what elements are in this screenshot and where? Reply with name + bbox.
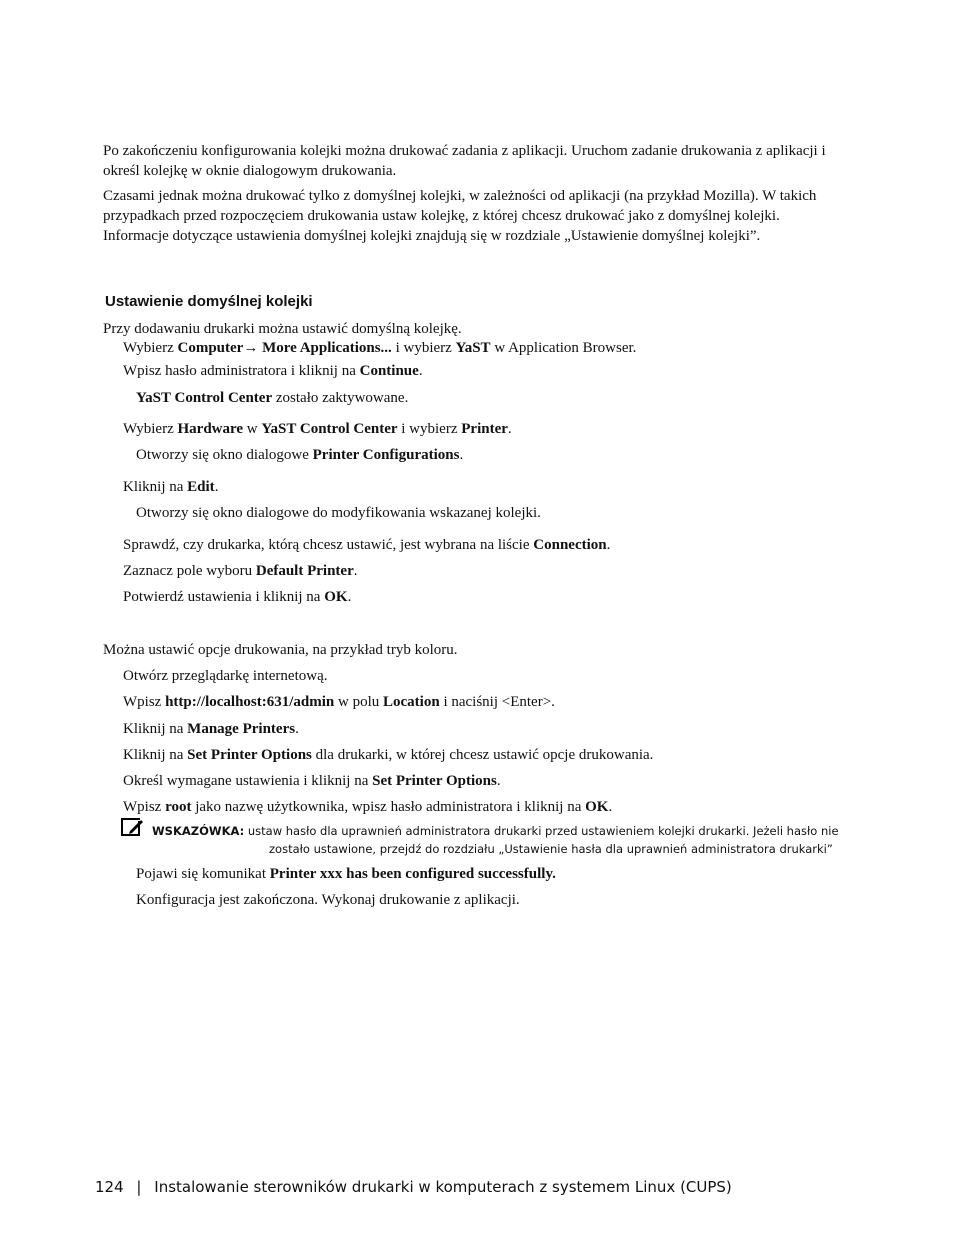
s2-step-4: Kliknij na Set Printer Options dla drukarki, w której chcesz ustawić opcje drukowania. xyxy=(123,747,654,763)
s1-step-5: Sprawdź, czy drukarka, którą chcesz ustawić, jest wybrana na liście Connection. xyxy=(123,537,611,553)
s2-step-5: Określ wymagane ustawienia i kliknij na Set Printer Options. xyxy=(123,773,501,789)
note-pencil-icon xyxy=(121,818,143,836)
s2-step-1: Otwórz przeglądarkę internetową. xyxy=(123,668,328,684)
s1-step-2-result: YaST Control Center zostało zaktywowane. xyxy=(136,390,409,406)
note-label: WSKAZÓWKA: xyxy=(152,824,245,838)
page-number: 124 xyxy=(95,1178,124,1196)
section-heading-default-queue: Ustawienie domyślnej kolejki xyxy=(105,293,313,310)
arrow-right-icon: → xyxy=(243,340,259,356)
s2-step-6: Wpisz root jako nazwę użytkownika, wpisz hasło administratora i kliknij na OK. xyxy=(123,799,613,815)
chapter-title: Instalowanie sterowników drukarki w komputerach z systemem Linux (CUPS) xyxy=(154,1178,732,1196)
s1-step-3: Wybierz Hardware w YaST Control Center i wybierz Printer. xyxy=(123,421,512,437)
note-text-line-1: ustaw hasło dla uprawnień administratora drukarki przed ustawieniem kolejki drukarki. Jeżeli hasło nie xyxy=(244,824,839,838)
s2-step-3: Kliknij na Manage Printers. xyxy=(123,721,299,737)
section2-intro: Można ustawić opcje drukowania, na przykład tryb koloru. xyxy=(103,642,458,658)
s2-step-2: Wpisz http://localhost:631/admin w polu Location i naciśnij <Enter>. xyxy=(123,694,555,710)
note-box xyxy=(152,822,852,858)
footer-separator: | xyxy=(136,1178,142,1196)
note-text-line-2: zostało ustawione, przejdź do rozdziału „Ustawienie hasła dla uprawnień administratora drukarki” xyxy=(269,842,833,856)
s1-step-4-result: Otworzy się okno dialogowe do modyfikowania wskazanej kolejki. xyxy=(136,505,541,521)
section1-intro: Przy dodawaniu drukarki można ustawić domyślną kolejkę. xyxy=(103,321,462,337)
s2-result-2: Konfiguracja jest zakończona. Wykonaj drukowanie z aplikacji. xyxy=(136,892,520,908)
s1-step-1: Wybierz Computer→ More Applications... i wybierz YaST w Application Browser. xyxy=(123,340,637,356)
s1-step-3-result: Otworzy się okno dialogowe Printer Configurations. xyxy=(136,447,464,463)
intro-paragraph-2: Czasami jednak można drukować tylko z domyślnej kolejki, w zależności od aplikacji (na przykład Mozilla). W takich przypadkach przed rozpoczęciem drukowania ustaw kolejkę, z której chcesz drukować jako z domyślnej kolejki. Informacje dotyczące ustawienia domyślnej kolejki znajdują się w rozdziale „Ustawienie domyślnej kolejki”. xyxy=(103,188,817,244)
intro-paragraph-1: Po zakończeniu konfigurowania kolejki można drukować zadania z aplikacji. Uruchom zadanie drukowania z aplikacji i określ kolejkę w oknie dialogowym drukowania. xyxy=(103,143,826,179)
s1-step-6: Zaznacz pole wyboru Default Printer. xyxy=(123,563,358,579)
s1-step-2: Wpisz hasło administratora i kliknij na Continue. xyxy=(123,363,423,379)
s1-step-7: Potwierdź ustawienia i kliknij na OK. xyxy=(123,589,352,605)
s2-result-1: Pojawi się komunikat Printer xxx has been configured successfully. xyxy=(136,866,556,882)
page-footer xyxy=(95,1176,732,1198)
s1-step-4: Kliknij na Edit. xyxy=(123,479,219,495)
